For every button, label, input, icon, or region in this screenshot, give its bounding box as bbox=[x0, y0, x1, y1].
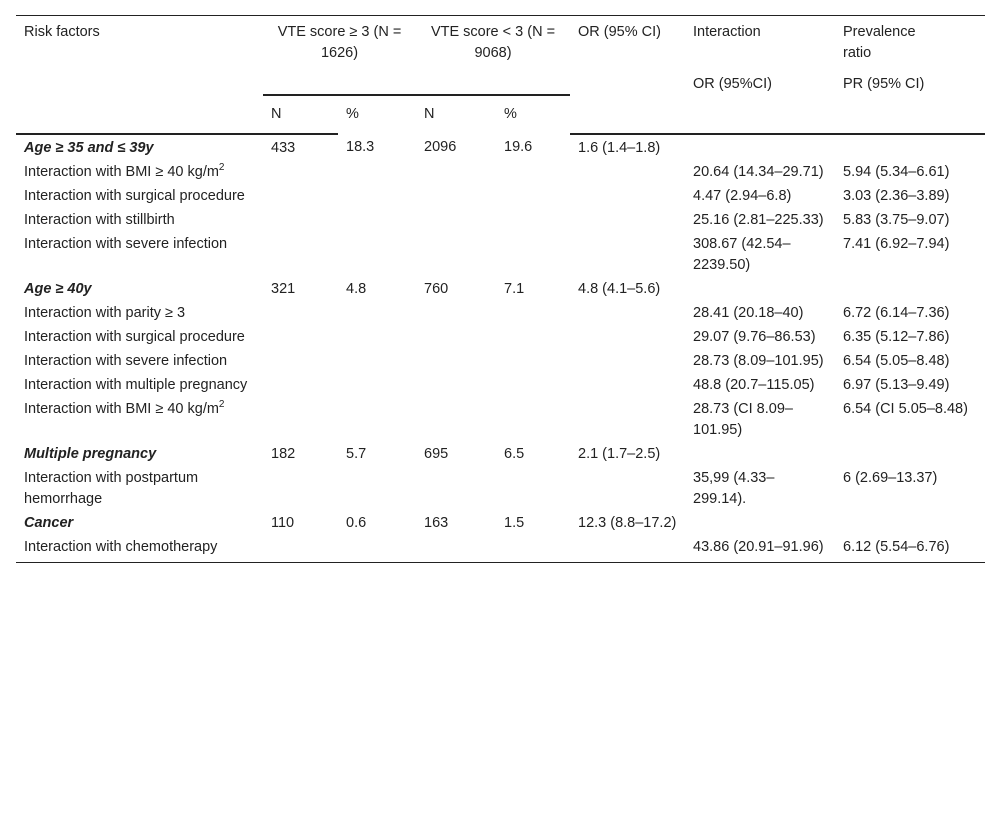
or-ci bbox=[570, 160, 685, 184]
or-ci: 12.3 (8.8–17.2) bbox=[578, 515, 677, 531]
table-group-row bbox=[16, 442, 985, 466]
risk-factor-label: Interaction with multiple pregnancy bbox=[24, 377, 248, 393]
pct-vte-high: 5.7 bbox=[346, 446, 367, 462]
interaction-or: 28.73 (8.09–101.95) bbox=[693, 353, 824, 369]
n-vte-high bbox=[263, 325, 338, 349]
pct-vte-low: 7.1 bbox=[504, 281, 525, 297]
interaction-or: 4.47 (2.94–6.8) bbox=[693, 188, 792, 204]
or-ci bbox=[570, 373, 685, 397]
pct-vte-high bbox=[338, 232, 416, 277]
interaction-or: 48.8 (20.7–115.05) bbox=[693, 377, 815, 393]
risk-factor-label: Interaction with stillbirth bbox=[24, 212, 175, 228]
n-vte-low: 2096 bbox=[424, 139, 457, 155]
pct-vte-low bbox=[496, 301, 570, 325]
interaction-or: 29.07 (9.76–86.53) bbox=[693, 329, 816, 345]
pct-vte-high bbox=[338, 184, 416, 208]
risk-factor-label: Interaction with surgical procedure bbox=[24, 188, 245, 204]
pct-vte-high bbox=[338, 535, 416, 563]
risk-factor-label: Interaction with severe infection bbox=[24, 236, 228, 252]
or-ci bbox=[570, 232, 685, 277]
n-vte-low bbox=[416, 184, 496, 208]
interaction-or: 20.64 (14.34–29.71) bbox=[693, 164, 824, 180]
header-interaction-sub: OR (95%CI) bbox=[693, 76, 772, 92]
pct-vte-low bbox=[496, 535, 570, 563]
pct-vte-low bbox=[496, 325, 570, 349]
n-vte-low bbox=[416, 232, 496, 277]
n-vte-low bbox=[416, 535, 496, 563]
pct-vte-low bbox=[496, 232, 570, 277]
interaction-or: 43.86 (20.91–91.96) bbox=[685, 535, 835, 563]
n-vte-high bbox=[263, 232, 338, 277]
prevalence-ratio: 6 (2.69–13.37) bbox=[843, 470, 938, 486]
pct-vte-high bbox=[338, 208, 416, 232]
superscript: 2 bbox=[218, 399, 225, 411]
prevalence-ratio bbox=[835, 134, 985, 160]
table-row bbox=[16, 301, 985, 325]
prevalence-ratio: 3.03 (2.36–3.89) bbox=[843, 188, 950, 204]
superscript: 2 bbox=[218, 162, 225, 174]
pct-vte-high bbox=[338, 397, 416, 442]
pct-vte-high bbox=[338, 301, 416, 325]
interaction-or: 28.41 (20.18–40) bbox=[693, 305, 804, 321]
table-row bbox=[16, 325, 985, 349]
n-vte-high bbox=[263, 184, 338, 208]
pct-vte-low: 19.6 bbox=[504, 139, 533, 155]
interaction-or bbox=[685, 277, 835, 301]
prevalence-ratio: 5.94 (5.34–6.61) bbox=[843, 164, 950, 180]
table-group-row bbox=[16, 511, 985, 535]
interaction-or bbox=[685, 511, 835, 535]
pct-vte-low bbox=[496, 373, 570, 397]
risk-factor-text: Interaction with BMI ≥ 40 kg/m bbox=[24, 164, 219, 180]
or-ci: 1.6 (1.4–1.8) bbox=[578, 140, 661, 156]
risk-factors-table bbox=[16, 15, 985, 563]
n-vte-low bbox=[416, 466, 496, 511]
header-prevalence-ratio bbox=[835, 16, 985, 96]
header-n-low: N bbox=[416, 95, 496, 134]
n-vte-low bbox=[416, 397, 496, 442]
pct-vte-high: 4.8 bbox=[346, 281, 367, 297]
interaction-or: 308.67 (42.54–2239.50) bbox=[693, 236, 791, 273]
or-ci bbox=[570, 301, 685, 325]
risk-factor-label: Interaction with severe infection bbox=[24, 353, 228, 369]
n-vte-low: 695 bbox=[424, 446, 449, 462]
risk-factor-text: Interaction with BMI ≥ 40 kg/m bbox=[24, 401, 219, 417]
table-row bbox=[16, 535, 985, 563]
prevalence-ratio bbox=[835, 511, 985, 535]
or-ci bbox=[570, 208, 685, 232]
n-vte-low bbox=[416, 301, 496, 325]
pct-vte-low bbox=[496, 208, 570, 232]
table-row bbox=[16, 184, 985, 208]
table-row bbox=[16, 397, 985, 442]
header-interaction-title: Interaction bbox=[693, 24, 761, 40]
prevalence-ratio: 6.72 (6.14–7.36) bbox=[843, 305, 950, 321]
prevalence-ratio: 6.97 (5.13–9.49) bbox=[843, 377, 950, 393]
table-row bbox=[16, 232, 985, 277]
prevalence-ratio bbox=[835, 442, 985, 466]
pct-vte-high bbox=[338, 466, 416, 511]
n-vte-high bbox=[263, 535, 338, 563]
risk-factor-label: Age ≥ 35 and ≤ 39y bbox=[24, 140, 154, 156]
n-vte-high bbox=[263, 349, 338, 373]
n-vte-high: 110 bbox=[271, 515, 295, 531]
prevalence-ratio: 6.54 (5.05–8.48) bbox=[843, 353, 950, 369]
interaction-or bbox=[685, 134, 835, 160]
prevalence-ratio: 6.54 (CI 5.05–8.48) bbox=[843, 401, 968, 417]
header-risk-factors: Risk factors bbox=[16, 16, 263, 96]
prevalence-ratio: 6.12 (5.54–6.76) bbox=[835, 535, 985, 563]
table-group-row bbox=[16, 277, 985, 301]
n-vte-high bbox=[263, 373, 338, 397]
or-ci: 2.1 (1.7–2.5) bbox=[578, 446, 661, 462]
or-ci bbox=[570, 466, 685, 511]
pct-vte-low bbox=[496, 466, 570, 511]
risk-factor-label bbox=[16, 160, 263, 184]
risk-factor-label: Cancer bbox=[24, 515, 74, 531]
pct-vte-high: 0.6 bbox=[346, 515, 367, 531]
n-vte-low bbox=[416, 160, 496, 184]
prevalence-ratio: 6.35 (5.12–7.86) bbox=[843, 329, 950, 345]
pct-vte-high bbox=[338, 373, 416, 397]
n-vte-low bbox=[416, 208, 496, 232]
risk-factor-label: Multiple pregnancy bbox=[24, 446, 157, 462]
risk-factor-label: Interaction with surgical procedure bbox=[24, 329, 245, 345]
header-pct-high: % bbox=[338, 95, 416, 134]
pct-vte-high: 18.3 bbox=[346, 139, 375, 155]
interaction-or bbox=[685, 442, 835, 466]
pct-vte-high bbox=[338, 349, 416, 373]
header-prevalence-title: Prevalence ratio bbox=[843, 24, 916, 61]
table-row bbox=[16, 160, 985, 184]
n-vte-high bbox=[263, 208, 338, 232]
pct-vte-low bbox=[496, 160, 570, 184]
interaction-or: 28.73 (CI 8.09–101.95) bbox=[693, 401, 793, 438]
n-vte-high bbox=[263, 301, 338, 325]
header-interaction bbox=[685, 16, 835, 96]
n-vte-high bbox=[263, 160, 338, 184]
or-ci bbox=[570, 397, 685, 442]
header-pct-low: % bbox=[496, 95, 570, 134]
n-vte-high: 182 bbox=[271, 446, 296, 462]
n-vte-low: 760 bbox=[424, 281, 449, 297]
table-row bbox=[16, 466, 985, 511]
header-n-high: N bbox=[263, 95, 338, 134]
pct-vte-low: 6.5 bbox=[504, 446, 525, 462]
pct-vte-high bbox=[338, 325, 416, 349]
n-vte-low bbox=[416, 373, 496, 397]
or-ci bbox=[570, 184, 685, 208]
n-vte-high bbox=[263, 466, 338, 511]
n-vte-low bbox=[416, 325, 496, 349]
header-or-ci: OR (95% CI) bbox=[570, 16, 685, 96]
n-vte-low: 163 bbox=[424, 515, 449, 531]
pct-vte-low bbox=[496, 349, 570, 373]
pct-vte-low: 1.5 bbox=[504, 515, 525, 531]
interaction-or: 25.16 (2.81–225.33) bbox=[693, 212, 824, 228]
pct-vte-low bbox=[496, 397, 570, 442]
risk-factor-label: Interaction with parity ≥ 3 bbox=[24, 305, 186, 321]
interaction-or: 35,99 (4.33–299.14). bbox=[693, 470, 775, 507]
pct-vte-low bbox=[496, 184, 570, 208]
table-row bbox=[16, 373, 985, 397]
n-vte-high: 433 bbox=[271, 140, 296, 156]
prevalence-ratio bbox=[835, 277, 985, 301]
risk-factor-label: Age ≥ 40y bbox=[24, 281, 92, 297]
table-group-row bbox=[16, 134, 985, 160]
pct-vte-high bbox=[338, 160, 416, 184]
n-vte-low bbox=[416, 349, 496, 373]
n-vte-high: 321 bbox=[271, 281, 296, 297]
n-vte-high bbox=[263, 397, 338, 442]
or-ci: 4.8 (4.1–5.6) bbox=[578, 281, 661, 297]
risk-factor-label: Interaction with chemotherapy bbox=[16, 535, 263, 563]
risk-factor-label: Interaction with postpartum hemorrhage bbox=[24, 470, 199, 507]
prevalence-ratio: 5.83 (3.75–9.07) bbox=[843, 212, 950, 228]
or-ci bbox=[570, 535, 685, 563]
header-vte-high: VTE score ≥ 3 (N = 1626) bbox=[263, 16, 416, 96]
or-ci bbox=[570, 349, 685, 373]
table-row bbox=[16, 349, 985, 373]
prevalence-ratio: 7.41 (6.92–7.94) bbox=[843, 236, 950, 252]
or-ci bbox=[570, 325, 685, 349]
header-pr-sub: PR (95% CI) bbox=[843, 76, 925, 92]
risk-factor-label bbox=[16, 397, 263, 442]
header-vte-low: VTE score < 3 (N = 9068) bbox=[416, 16, 570, 96]
table-row bbox=[16, 208, 985, 232]
